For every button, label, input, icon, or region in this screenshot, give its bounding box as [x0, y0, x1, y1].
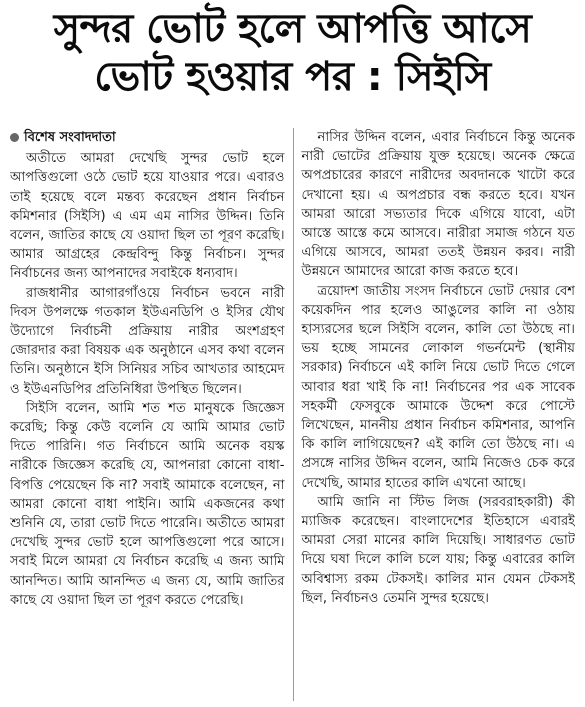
byline-text: বিশেষ সংবাদদাতা [24, 130, 116, 145]
paragraph: ত্রয়োদশ জাতীয় সংসদ নির্বাচনে ভোট দেয়ার বেশ কয়েকদিন পার হলেও আঙুলের কালি না ওঠায় হাস্যরসের ছলে সিইসি বলেন, কালি তো উঠছে না। ভয় হচ্ছে সামনের লোকাল গভর্নমেন্ট (স্থানীয় সরকার) নির্বাচনে এই কালি নিয়ে ভোট দিতে গেলে আবার ধরা খাই কি না! নির্বাচনের পর এক সাবেক সহকর্মী ফেসবুকে আমাকে উদ্দেশ করে পোস্টে লিখেছেন, মাননীয় প্রধান নির্বাচন কমিশনার, আপনি কি কালি লাগিয়েছেন? এই কালি তো উঠছে না। এ প্রসঙ্গে নাসির উদ্দিন বলেন, আমি নিজেও চেক করে দেখেছি, আমার হাতের কালি এখনো আছে। [301, 283, 575, 491]
left-column [10, 128, 293, 701]
paragraph: অতীতে আমরা দেখেছি সুন্দর ভোট হলে আপত্তিগুলো ওঠে ভোট হয়ে যাওয়ার পরে। এবারও তাই হয়েছে বলে মন্তব্য করেছেন প্রধান নির্বাচন কমিশনার (সিইসি) এ এম এম নাসির উদ্দিন। তিনি বলেন, জাতির কাছে যে ওয়াদা ছিল তা পূরণ করেছি। আমার আগ্রহের কেন্দ্রবিন্দু কিন্তু নির্বাচন। সুন্দর নির্বাচনের জন্য আপনাদের সবাইকে ধন্যবাদ। [10, 151, 285, 282]
paragraph: রাজধানীর আগারগাঁওয়ে নির্বাচন ভবনে নারী দিবস উপলক্ষে গতকাল ইউএনডিপি ও ইসির যৌথ উদ্যোগে নির্বাচনী প্রক্রিয়ায় নারীর অংশগ্রহণ জোরদার করা বিষয়ক এক অনুষ্ঠানে এসব কথা বলেন তিনি। অনুষ্ঠানে ইসি সিনিয়র সচিব আখতার আহমেদ ও ইউএনডিপির প্রতিনিধিরা উপস্থিত ছিলেন। [10, 285, 285, 397]
bullet-icon [10, 133, 19, 142]
right-column [293, 128, 576, 701]
article-body [10, 128, 575, 701]
headline [10, 8, 575, 98]
paragraph: সিইসি বলেন, আমি শত শত মানুষকে জিজ্ঞেস করেছি; কিন্তু কেউ বলেনি যে আমি আমার ভোট দিতে পারিনি। গত নির্বাচনে আমি অনেক বয়স্ক নারীকে জিজ্ঞেস করেছি যে, আপনারা কোনো বাধা-বিপত্তি পেয়েছেন কি না? সবাই আমাকে বলেছেন, না আমরা কোনো বাধা পাইনি। আমি একজনের কথা শুনিনি যে, তারা ভোট দিতে পারেনি। অতীতে আমরা দেখেছি সুন্দর ভোট হলে আপত্তিগুলো পরে আসে। সবাই মিলে আমরা যে নির্বাচন করেছি এ জন্য আমি আনন্দিত। আমি আনন্দিত এ জন্য যে, আমি জাতির কাছে যে ওয়াদা ছিল তা পূরণ করতে পেরেছি। [10, 400, 285, 608]
paragraph: আমি জানি না স্টিভ লিজ (সরবরাহকারী) কী ম্যাজিক করেছেন। বাংলাদেশের ইতিহাসে এবারই আমরা সেরা মানের কালি দিয়েছি। সাধারণত ভোট দিয়ে ঘষা দিলে কালি চলে যায়; কিন্তু এবারের কালি অবিশ্বাস্য রকম টেকসই। কালির মান যেমন টেকসই ছিল, নির্বাচনও তেমনি সুন্দর হয়েছে। [301, 494, 575, 606]
byline [10, 128, 285, 147]
paragraph: নাসির উদ্দিন বলেন, এবার নির্বাচনে কিন্তু অনেক নারী ভোটের প্রক্রিয়ায় যুক্ত হয়েছে। অনেক ক্ষেত্রে অপপ্রচারের কারণে নারীদের অবদানকে খাটো করে দেখানো হয়। এ অপপ্রচার বন্ধ করতে হবে। যখন আমরা আরো সভ্যতার দিকে এগিয়ে যাবো, এটা আস্তে আস্তে কমে আসবে। নারীরা সমাজ গঠনে যত এগিয়ে আসবে, আমরা ততই উন্নয়ন করব। নারী উন্নয়নে আমাদের আরো কাজ করতে হবে। [301, 130, 575, 280]
headline-line-2: ভোট হওয়ার পর : সিইসি [94, 54, 491, 100]
headline-line-1: সুন্দর ভোট হলে আপত্তি আসে [53, 6, 532, 52]
